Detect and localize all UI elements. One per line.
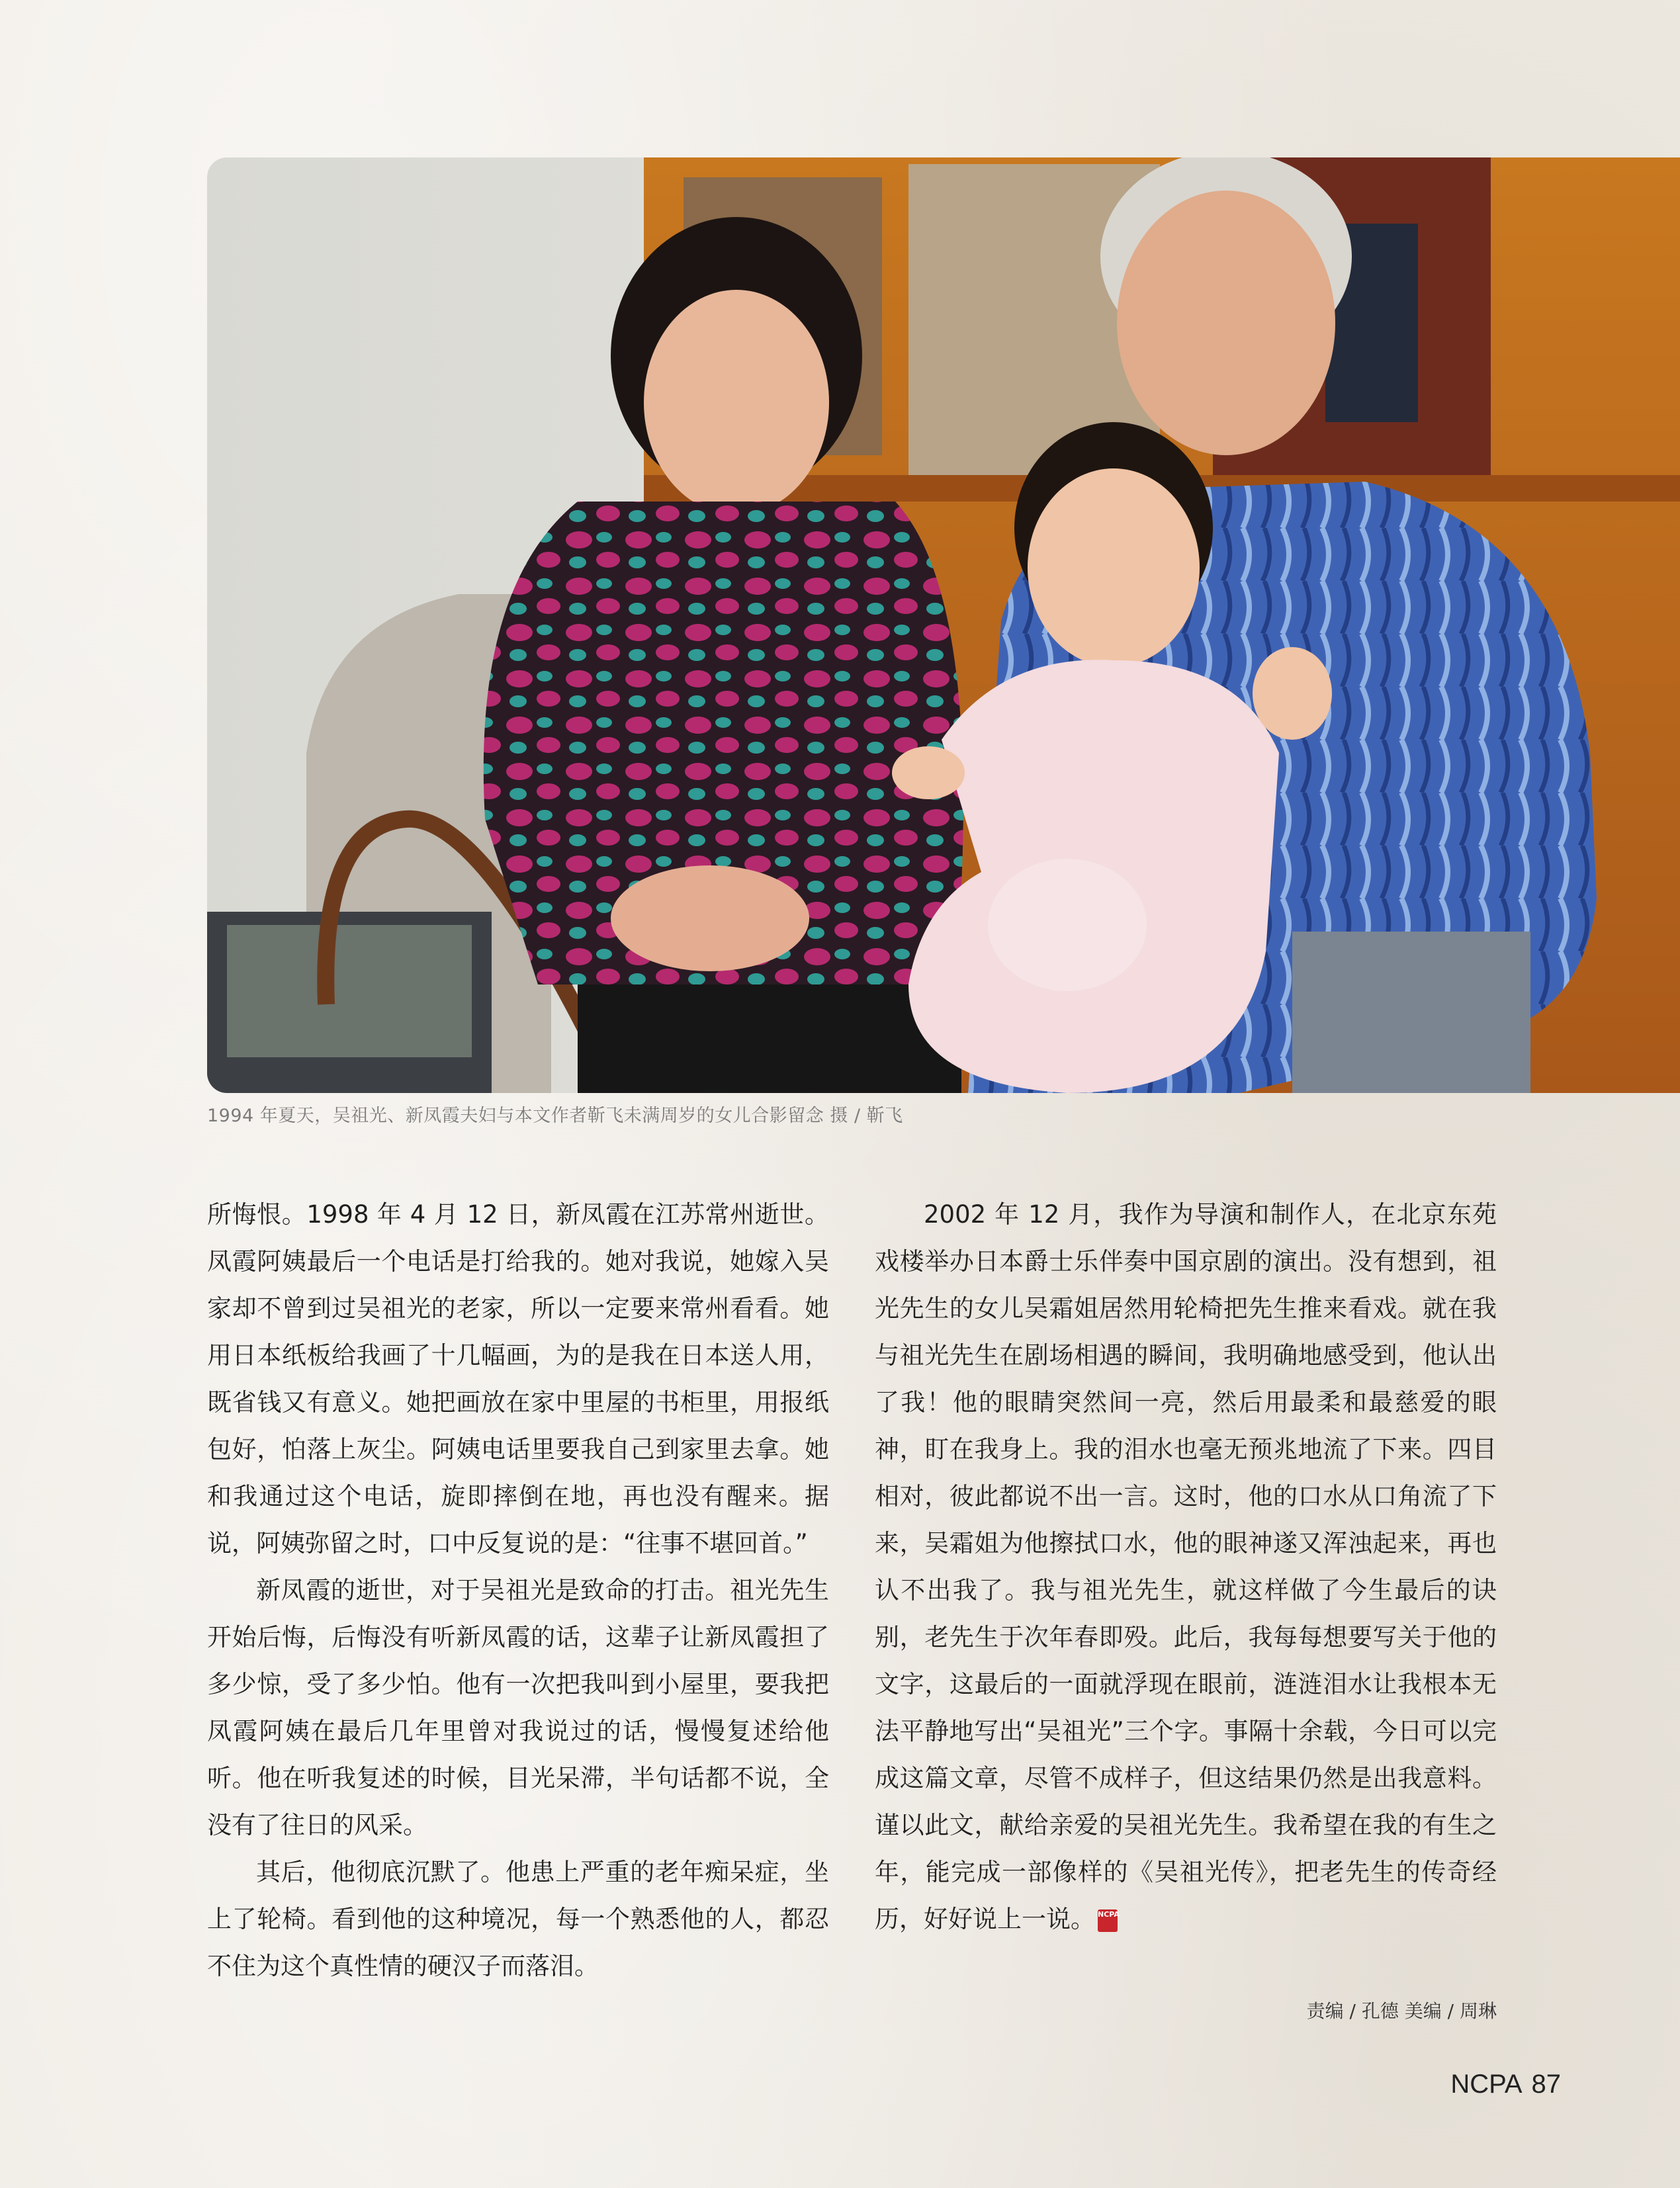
right-column [875, 1191, 1497, 1943]
body-paragraph: 所悔恨。1998 年 4 月 12 日，新凤霞在江苏常州逝世。凤霞阿姨最后一个电话是打给我的。她对我说，她嫁入吴家却不曾到过吴祖光的老家，所以一定要来常州看看。她用日本纸板给我画了十几幅画，为的是我在日本送人用，既省钱又有意义。她把画放在家中里屋的书柜里，用报纸包好，怕落上灰尘。阿姨电话里要我自己到家里去拿。她和我通过这个电话，旋即摔倒在地，再也没有醒来。据说，阿姨弥留之时，口中反复说的是：“往事不堪回首。” [207, 1200, 829, 1557]
paragraph-text: 2002 年 12 月，我作为导演和制作人，在北京东苑戏楼举办日本爵士乐伴奏中国京剧的演出。没有想到，祖光先生的女儿吴霜姐居然用轮椅把先生推来看戏。就在我与祖光先生在剧场相遇的瞬间，我明确地感受到，他认出了我！他的眼睛突然间一亮，然后用最柔和最慈爱的眼神，盯在我身上。我的泪水也毫无预兆地流了下来。四目相对，彼此都说不出一言。这时，他的口水从口角流了下来，吴霜姐为他擦拭口水，他的眼神遂又浑浊起来，再也认不出我了。我与祖光先生，就这样做了今生最后的诀别，老先生于次年春即殁。此后，我每每想要写关于他的文字，这最后的一面就浮现在眼前，涟涟泪水让我根本无法平静地写出“吴祖光”三个字。事隔十余载，今日可以完成这篇文章，尽管不成样子，但这结果仍然是出我意料。谨以此文，献给亲爱的吴祖光先生。我希望在我的有生之年，能完成一部像样的《吴祖光传》，把老先生的传奇经历，好好说上一说。 [875, 1200, 1497, 1933]
family-photo [207, 157, 1680, 1093]
photo-caption: 1994 年夏天，吴祖光、新凤霞夫妇与本文作者靳飞未满周岁的女儿合影留念 摄 / 靳飞 [207, 1106, 903, 1126]
magazine-brand: NCPA [1450, 2070, 1523, 2099]
left-column [207, 1191, 829, 1990]
body-paragraph [875, 1191, 1497, 1943]
body-paragraph: 其后，他彻底沉默了。他患上严重的老年痴呆症，坐上了轮椅。看到他的这种境况，每一个熟悉他的人，都忍不住为这个真性情的硬汉子而落泪。 [207, 1858, 829, 1980]
body-paragraph: 新凤霞的逝世，对于吴祖光是致命的打击。祖光先生开始后悔，后悔没有听新凤霞的话，这辈子让新凤霞担了多少惊，受了多少怕。他有一次把我叫到小屋里，要我把凤霞阿姨在最后几年里曾对我说过的话，慢慢复述给他听。他在听我复述的时候，目光呆滞，半句话都不说，全没有了往日的风采。 [207, 1576, 829, 1839]
page-number: 87 [1531, 2070, 1561, 2099]
page-folio [1441, 2070, 1561, 2099]
editor-credits: 责编 / 孔德 美编 / 周琳 [1306, 2000, 1497, 2022]
ncpa-end-mark-icon: NCPA [1098, 1909, 1118, 1932]
